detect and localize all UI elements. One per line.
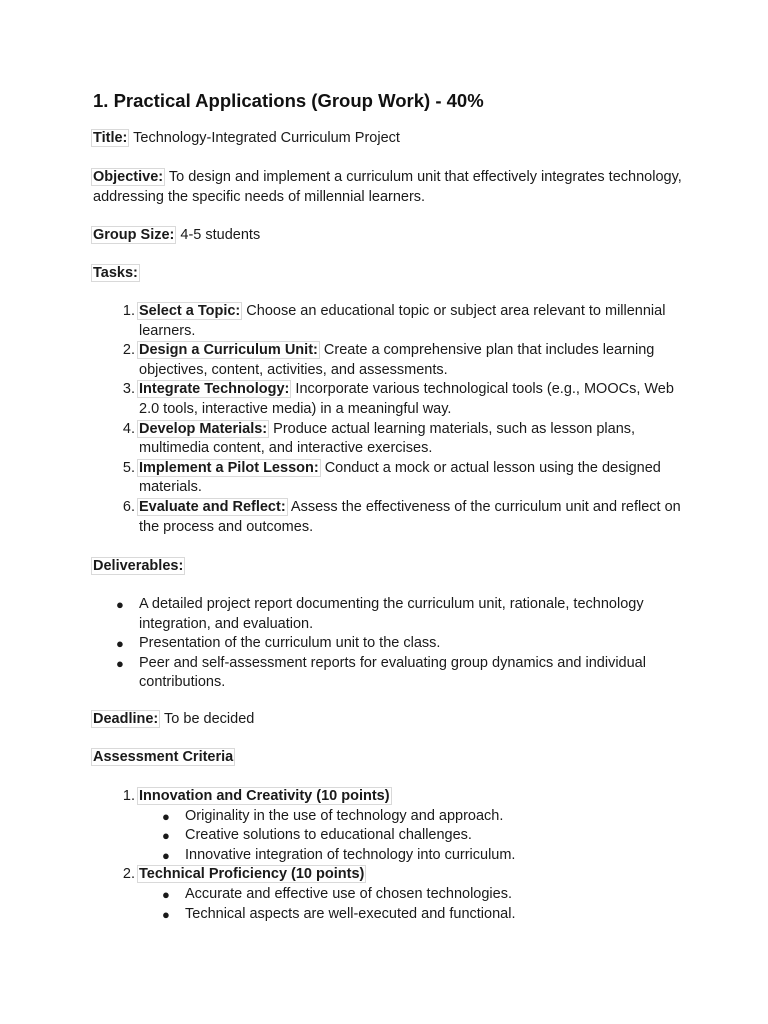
title-line [93,129,683,149]
task-item [93,420,693,459]
task-item [93,341,693,380]
criterion-points [139,807,693,866]
tasks-label: Tasks: [93,265,138,281]
title-label: Title: [93,130,128,146]
criterion-point [139,807,693,827]
criterion-points [139,885,693,924]
tasks-heading [93,264,683,284]
criterion-number: 1. [122,788,135,804]
deliverables-list [93,595,693,693]
criterion-point-text: Technical aspects are well-executed and functional. [185,905,516,922]
deliverable-item [93,654,693,693]
criterion-point-text: Accurate and effective use of chosen technologies. [185,885,513,902]
assessment-heading [93,748,683,768]
criterion-point [139,905,693,925]
objective-label: Objective: [93,169,164,185]
deliverables-label: Deliverables: [93,558,184,574]
task-term: Select a Topic: [139,303,241,319]
deadline-line [93,710,683,730]
task-text: Create a comprehensive plan that includes learning objectives, content, activities, and assessments. [139,342,655,378]
task-term: Implement a Pilot Lesson: [139,459,319,476]
group-size-line [93,226,683,246]
criterion-point-text: Creative solutions to educational challenges. [185,827,472,844]
bullet-icon: ● [116,636,124,652]
group-size-label: Group Size: [93,227,175,243]
title-value: Technology-Integrated Curriculum Project [133,130,400,146]
bullet-icon: ● [162,886,170,902]
objective-line [93,168,683,207]
task-item [93,380,693,419]
section-heading: 1. Practical Applications (Group Work) - 40% [93,90,484,111]
bullet-icon: ● [162,906,170,922]
task-number: 2. [122,342,135,359]
criterion-number: 2. [122,866,135,883]
assessment-label: Assessment Criteria [93,749,234,765]
task-text: Produce actual learning materials, such as lesson plans, multimedia content, and interactive exercises. [139,420,636,457]
criterion-item [93,787,693,865]
group-size-value: 4-5 students [180,227,261,243]
criterion-point [139,826,693,846]
deliverables-heading [93,557,683,577]
deliverable-text: A detailed project report documenting the curriculum unit, rationale, technology integration, and evaluation. [139,596,644,632]
task-item [93,498,693,537]
deliverable-item [93,634,693,654]
task-number: 3. [122,381,135,398]
criterion-title: Innovation and Creativity (10 points) [139,788,390,804]
criterion-point [139,885,693,905]
task-number: 1. [122,303,135,319]
task-text: Assess the effectiveness of the curriculum unit and reflect on the process and outcomes. [139,498,681,535]
bullet-icon: ● [162,847,170,863]
task-term: Integrate Technology: [139,381,290,398]
task-item [93,302,693,341]
task-text: Choose an educational topic or subject area relevant to millennial learners. [139,303,666,339]
bullet-icon: ● [162,808,170,824]
task-item [93,459,693,498]
deadline-value: To be decided [164,711,255,727]
criterion-point-text: Innovative integration of technology into curriculum. [185,846,516,863]
tasks-list [93,302,693,537]
deliverable-text: Presentation of the curriculum unit to the class. [139,635,441,652]
assessment-list [93,787,693,924]
criterion-point-text: Originality in the use of technology and approach. [185,807,504,824]
objective-value: To design and implement a curriculum unit that effectively integrates technology, addressing the specific needs of millennial learners. [93,169,682,205]
task-term: Evaluate and Reflect: [139,498,286,515]
bullet-icon: ● [116,597,124,612]
task-number: 5. [122,459,135,476]
task-text: Conduct a mock or actual lesson using the designed materials. [139,459,661,496]
task-text: Incorporate various technological tools (e.g., MOOCs, Web 2.0 tools, interactive media) in a meaningful way. [139,381,674,417]
criterion-point [139,846,693,866]
criterion-item [93,865,693,924]
deadline-label: Deadline: [93,711,159,727]
task-term: Design a Curriculum Unit: [139,342,318,359]
task-number: 6. [122,498,135,515]
task-term: Develop Materials: [139,420,268,437]
criterion-title: Technical Proficiency (10 points) [139,866,365,883]
deliverable-text: Peer and self-assessment reports for evaluating group dynamics and individual contributions. [139,654,646,691]
deliverable-item [93,595,693,634]
bullet-icon: ● [116,655,124,671]
bullet-icon: ● [162,828,170,844]
task-number: 4. [122,420,135,437]
